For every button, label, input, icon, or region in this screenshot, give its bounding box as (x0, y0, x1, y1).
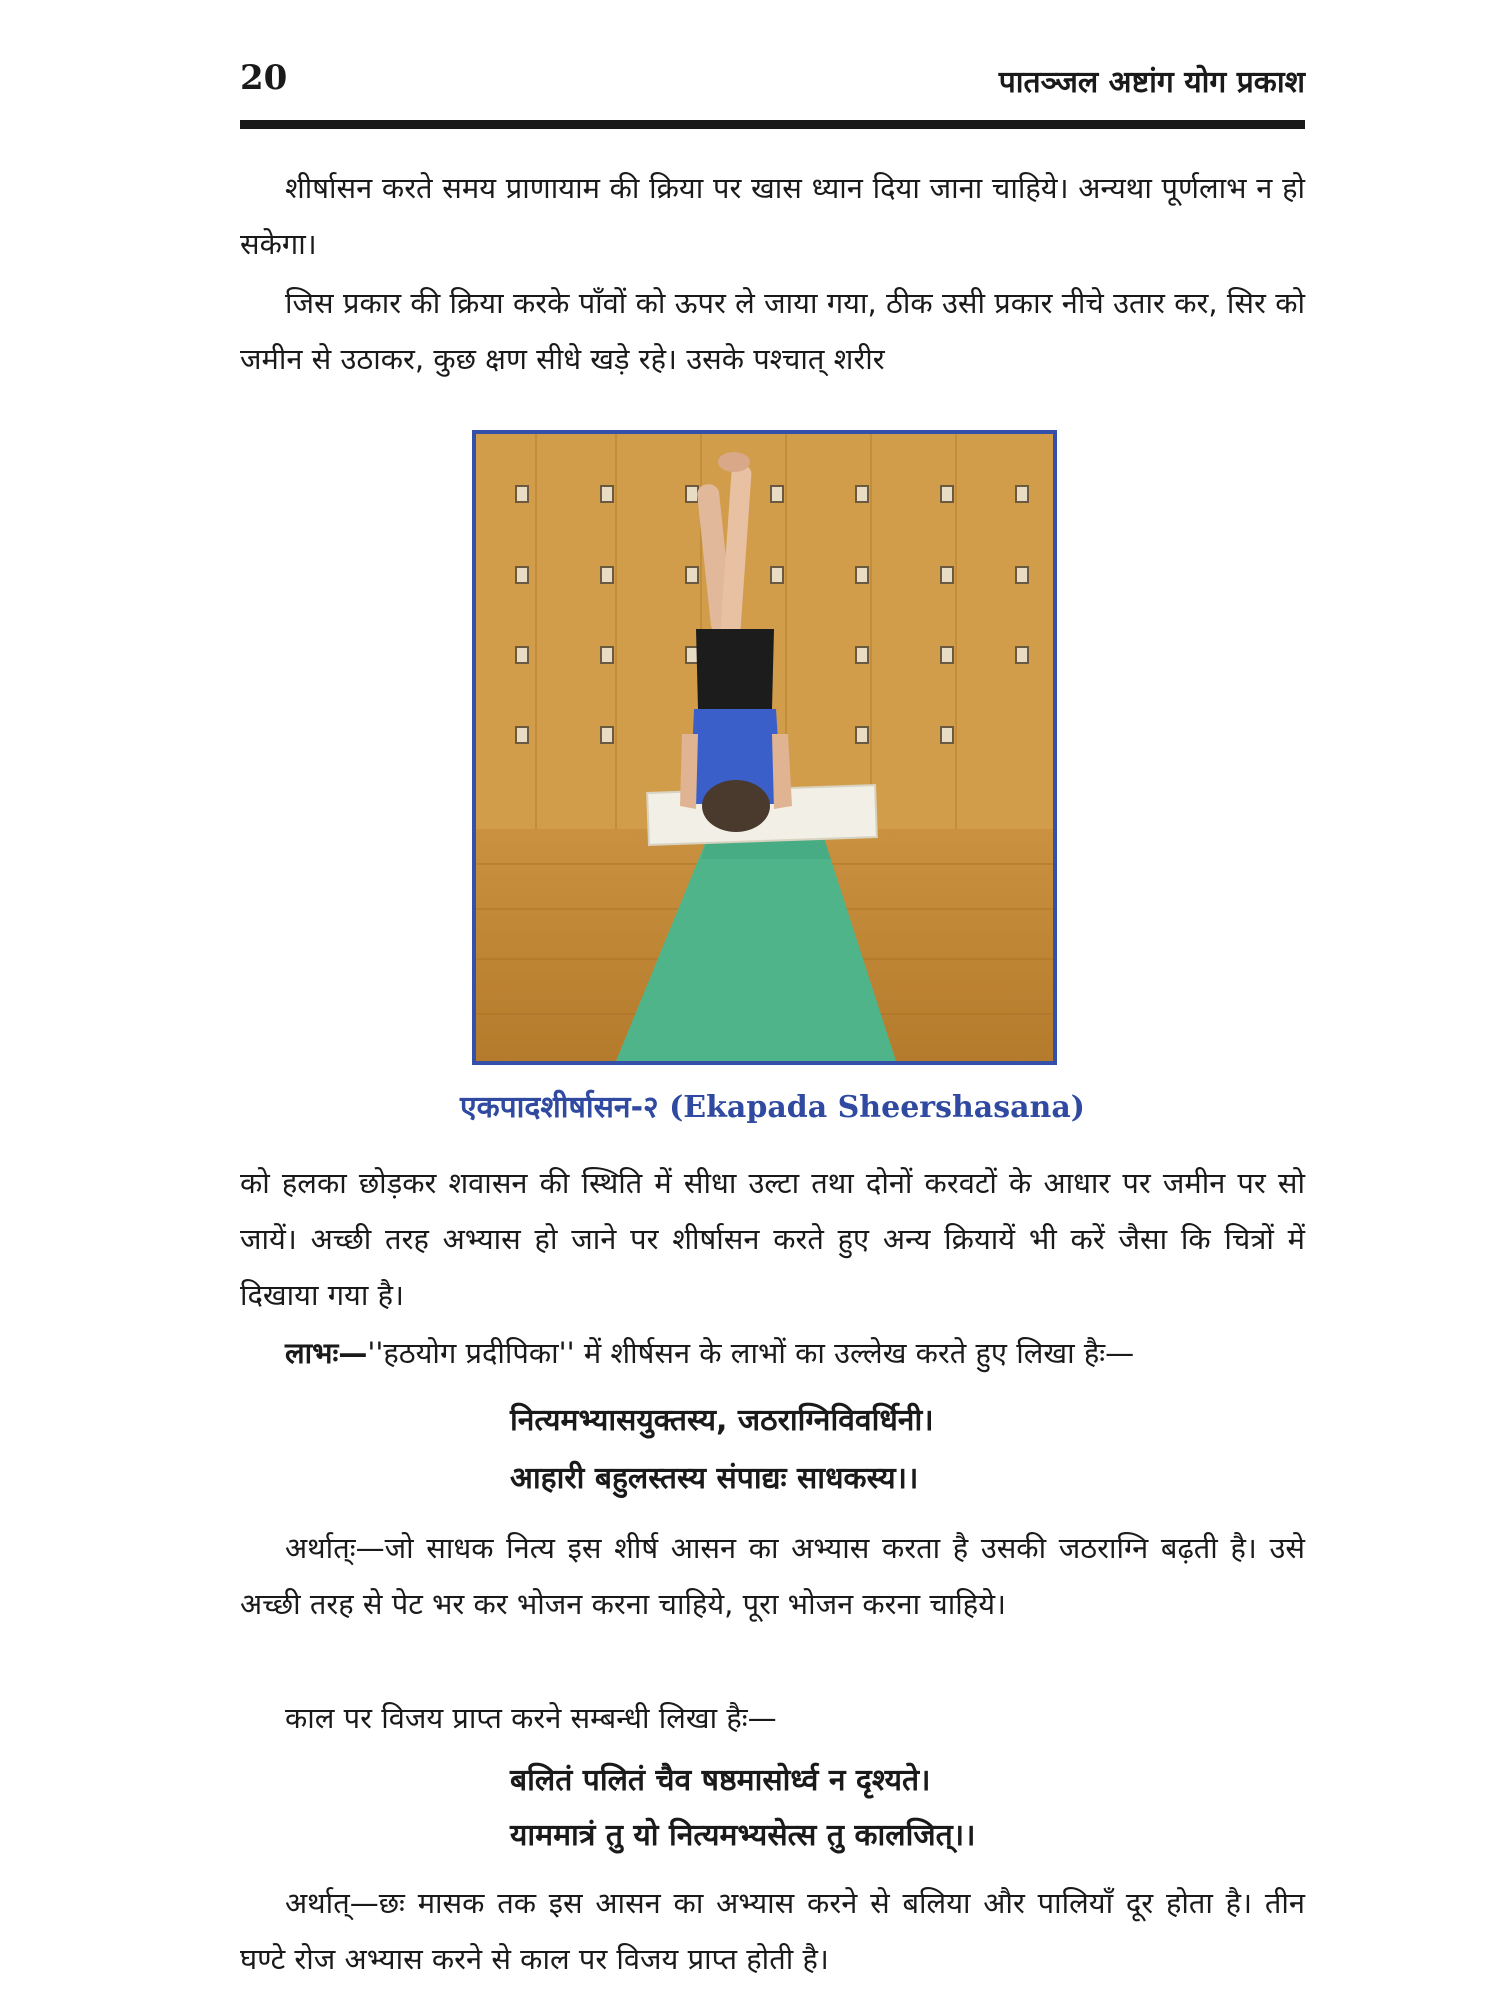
benefit-text: ''हठयोग प्रदीपिका'' में शीर्षसन के लाभों का उल्लेख करते हुए लिखा हैः— (367, 1336, 1135, 1370)
paragraph-2: जिस प्रकार की क्रिया करके पाँवों को ऊपर ले जाया गया, ठीक उसी प्रकार नीचे उतार कर, सिर को जमीन से उठाकर, कुछ क्षण सीधे खड़े रहे। उसके पश्चात् शरीर (240, 286, 1305, 376)
shloka-2-line-1: बलितं पलितं चैव षष्ठमासोर्ध्व न दृश्यते। (510, 1763, 931, 1798)
benefit-line (240, 1325, 1305, 1381)
page-number: 20 (240, 58, 288, 98)
caption-hindi: एकपादशीर्षासन-२ (459, 1090, 659, 1125)
figure-caption (240, 1085, 1305, 1126)
running-title: पातञ्जल अष्टांग योग प्रकाश (998, 65, 1305, 100)
paragraph-3: को हलका छोड़कर शवासन की स्थिति में सीधा उल्टा तथा दोनों करवटों के आधार पर जमीन पर सो जायें। अच्छी तरह अभ्यास हो जाने पर शीर्षासन करते हुए अन्य क्रियायें भी करें जैसा कि चित्रों में दिखाया गया है। (240, 1166, 1305, 1312)
meaning-1: अर्थात्ः—जो साधक नित्य इस शीर्ष आसन का अभ्यास करता है उसकी जठराग्नि बढ़ती है। उसे अच्छी तरह से पेट भर कर भोजन करना चाहिये, पूरा भोजन करना चाहिये। (240, 1531, 1305, 1621)
header-rule (240, 120, 1305, 129)
yoga-photo (472, 430, 1057, 1065)
shloka-1-line-2: आहारी बहुलस्तस्य संपाद्यः साधकस्य।। (510, 1461, 919, 1496)
shloka-1-line-1: नित्यमभ्यासयुक्तस्य, जठराग्निविवर्धिनी। (510, 1403, 934, 1438)
headstand-illustration (476, 434, 1053, 1061)
benefit-label: लाभः— (285, 1336, 368, 1370)
shloka-2-line-2: याममात्रं तु यो नित्यमभ्यसेत्स तु कालजित्।। (510, 1818, 976, 1853)
caption-english: (Ekapada Sheershasana) (669, 1090, 1086, 1125)
kaal-intro: काल पर विजय प्राप्त करने सम्बन्धी लिखा हैः— (285, 1701, 777, 1735)
paragraph-1: शीर्षासन करते समय प्राणायाम की क्रिया पर खास ध्यान दिया जाना चाहिये। अन्यथा पूर्णलाभ न हो सकेगा। (240, 171, 1305, 261)
meaning-2: अर्थात्—छः मासक तक इस आसन का अभ्यास करने से बलिया और पालियाँ दूर होता है। तीन घण्टे रोज अभ्यास करने से काल पर विजय प्राप्त होती है। (240, 1886, 1305, 1976)
